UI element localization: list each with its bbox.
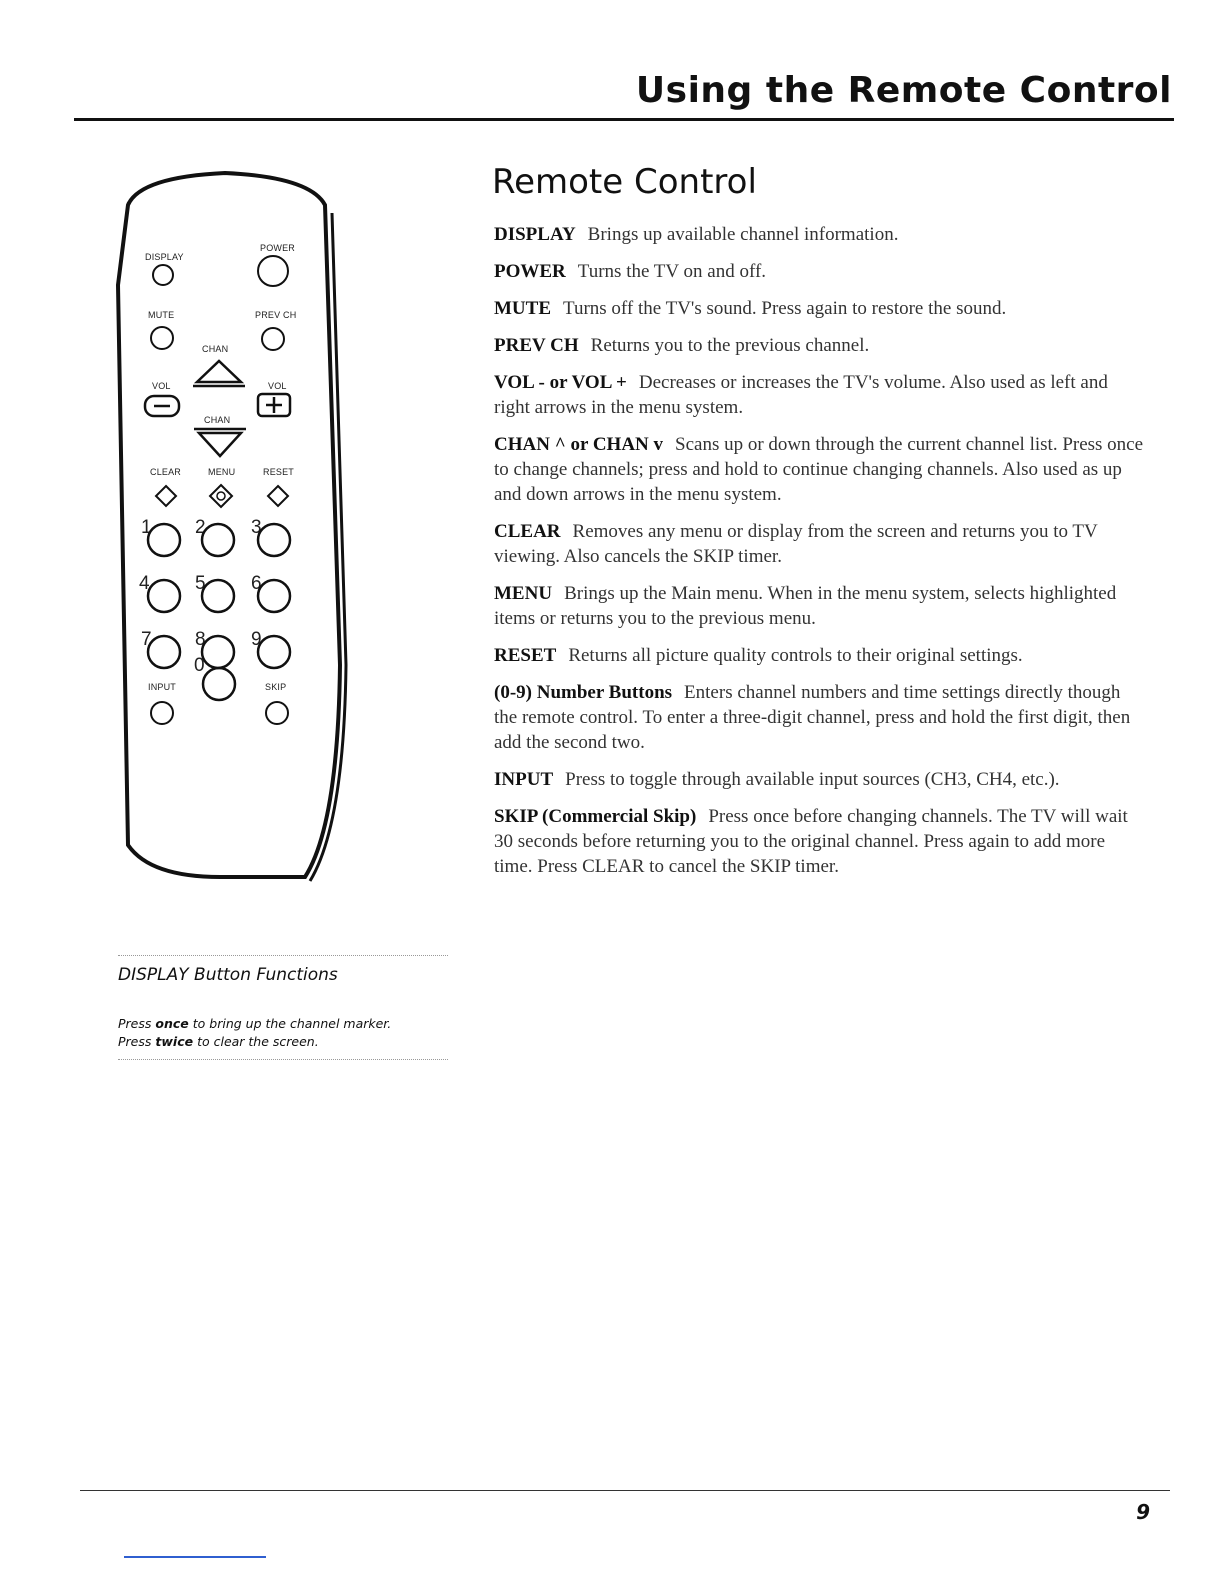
entry-vol: VOL - or VOL + Decreases or increases the TV's volume. Also used as left and right arrows in the menu system. bbox=[494, 372, 1108, 418]
display-tip-box bbox=[118, 955, 448, 1060]
tip-bottom-rule bbox=[118, 1059, 448, 1060]
chan-up-label: CHAN bbox=[202, 344, 229, 354]
tip-line-twice: Press twice to clear the screen. bbox=[118, 1034, 319, 1049]
entry-input: INPUT Press to toggle through available input sources (CH3, CH4, etc.). bbox=[494, 769, 1060, 790]
svg-text:9: 9 bbox=[251, 629, 262, 650]
vol-left-label: VOL bbox=[152, 381, 171, 391]
tip-title: DISPLAY Button Functions bbox=[118, 965, 338, 985]
remote-control-illustration bbox=[100, 165, 350, 890]
clear-label: CLEAR bbox=[150, 467, 182, 477]
blue-underline bbox=[124, 1556, 266, 1558]
input-label: INPUT bbox=[148, 682, 176, 692]
svg-text:4: 4 bbox=[139, 573, 150, 594]
entry-reset: RESET Returns all picture quality controls to their original settings. bbox=[494, 645, 1023, 666]
svg-text:6: 6 bbox=[251, 573, 262, 594]
skip-label: SKIP bbox=[265, 682, 287, 692]
prev-ch-label: PREV CH bbox=[255, 310, 297, 320]
svg-text:0: 0 bbox=[194, 655, 205, 676]
display-label: DISPLAY bbox=[145, 252, 184, 262]
entry-chan: CHAN ^ or CHAN v Scans up or down through the current channel list. Press once to change channels; press and hold to continue changing channels. Also used as up and down arrows in the menu system. bbox=[494, 434, 1144, 505]
header-rule bbox=[74, 118, 1174, 121]
entry-number-buttons: (0-9) Number Buttons Enters channel numbers and time settings directly though the remote control. To enter a three-digit channel, press and hold the first digit, then add the second two. bbox=[494, 682, 1131, 753]
section-title: Remote Control bbox=[492, 162, 757, 202]
entry-skip: SKIP (Commercial Skip) Press once before changing channels. The TV will wait 30 seconds before returning you to the original channel. Press again to add more time. Press CLEAR to cancel the SKIP timer. bbox=[494, 806, 1128, 877]
reset-label: RESET bbox=[263, 467, 295, 477]
entry-menu: MENU Brings up the Main menu. When in the menu system, selects highlighted items or returns you to the previous menu. bbox=[494, 583, 1117, 629]
menu-label: MENU bbox=[208, 467, 236, 477]
entry-mute: MUTE Turns off the TV's sound. Press again to restore the sound. bbox=[494, 298, 1007, 319]
svg-text:3: 3 bbox=[251, 517, 262, 538]
page-number: 9 bbox=[1136, 1500, 1150, 1524]
entry-prev-ch: PREV CH Returns you to the previous channel. bbox=[494, 335, 870, 356]
page-header-title: Using the Remote Control bbox=[635, 70, 1172, 111]
svg-text:5: 5 bbox=[195, 573, 206, 594]
mute-label: MUTE bbox=[148, 310, 175, 320]
button-descriptions bbox=[494, 222, 1144, 891]
vol-right-label: VOL bbox=[268, 381, 287, 391]
svg-text:8: 8 bbox=[195, 629, 206, 650]
tip-line-once: Press once to bring up the channel marker. bbox=[118, 1016, 392, 1031]
svg-text:7: 7 bbox=[141, 629, 152, 650]
svg-text:2: 2 bbox=[195, 517, 206, 538]
chan-down-label: CHAN bbox=[204, 415, 231, 425]
footer-rule bbox=[80, 1490, 1170, 1491]
power-label: POWER bbox=[260, 243, 296, 253]
entry-power: POWER Turns the TV on and off. bbox=[494, 261, 767, 282]
tip-top-rule bbox=[118, 955, 448, 956]
entry-display: DISPLAY Brings up available channel information. bbox=[494, 224, 899, 245]
svg-text:1: 1 bbox=[141, 517, 152, 538]
entry-clear: CLEAR Removes any menu or display from the screen and returns you to TV viewing. Also cancels the SKIP timer. bbox=[494, 521, 1098, 567]
